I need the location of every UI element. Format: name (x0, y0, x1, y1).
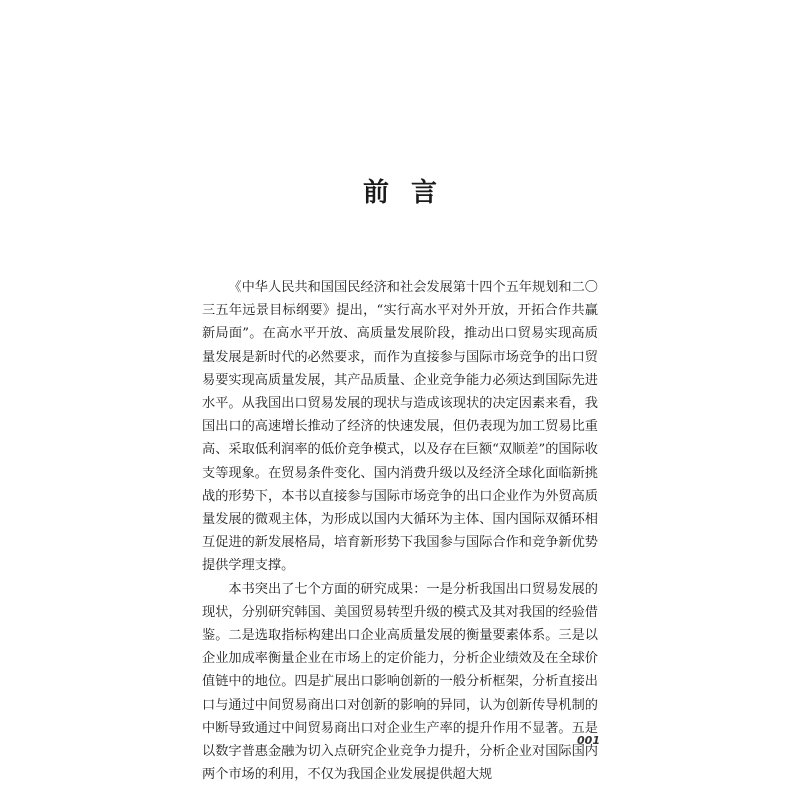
page-title: 前言 (362, 178, 459, 208)
paragraph-research-results: 本书突出了七个方面的研究成果：一是分析我国出口贸易发展的现状，分别研究韩国、美国贸易转型升级的模式及其对我国的经验借鉴。二是选取指标构建出口企业高质量发展的衡量要素体系。三是以企业加成率衡量企业在市场上的定价能力，分析企业绩效及在全球价值链中的地位。四是扩展出口影响创新的一般分析框架，分析直接出口与通过中间贸易商出口对创新的影响的异同，认为创新传导机制的中断导致通过中间贸易商出口对企业生产率的提升作用不显著。五是以数字普惠金融为切入点研究企业竞争力提升，分析企业对国际国内两个市场的利用，不仅为我国企业发展提供超大规 (202, 581, 598, 783)
page-number: 001 (577, 734, 600, 747)
paragraph-intro: 《中华人民共和国国民经济和社会发展第十四个五年规划和二〇三五年远景目标纲要》提出，“实行高水平对外开放，开拓合作共赢新局面”。在高水平开放、高质量发展阶段，推动出口贸易实现高质量发展是新时代的必然要求，而作为直接参与国际市场竞争的出口贸易要实现高质量发展，其产品质量、企业竞争能力必须达到国际先进水平。从我国出口贸易发展的现状与造成该现状的决定因素来看，我国出口的高速增长推动了经济的快速发展，但仍表现为加工贸易比重高、采取低利润率的低价竞争模式，以及存在巨额“双顺差”的国际收支等现象。在贸易条件变化、国内消费升级以及经济全球化面临新挑战的形势下，本书以直接参与国际市场竞争的出口企业作为外贸高质量发展的微观主体，为形成以国内大循环为主体、国内国际双循环相互促进的新发展格局，培育新形势下我国参与国际合作和竞争新优势提供学理支撑。 (202, 280, 598, 574)
body-text (202, 276, 598, 786)
